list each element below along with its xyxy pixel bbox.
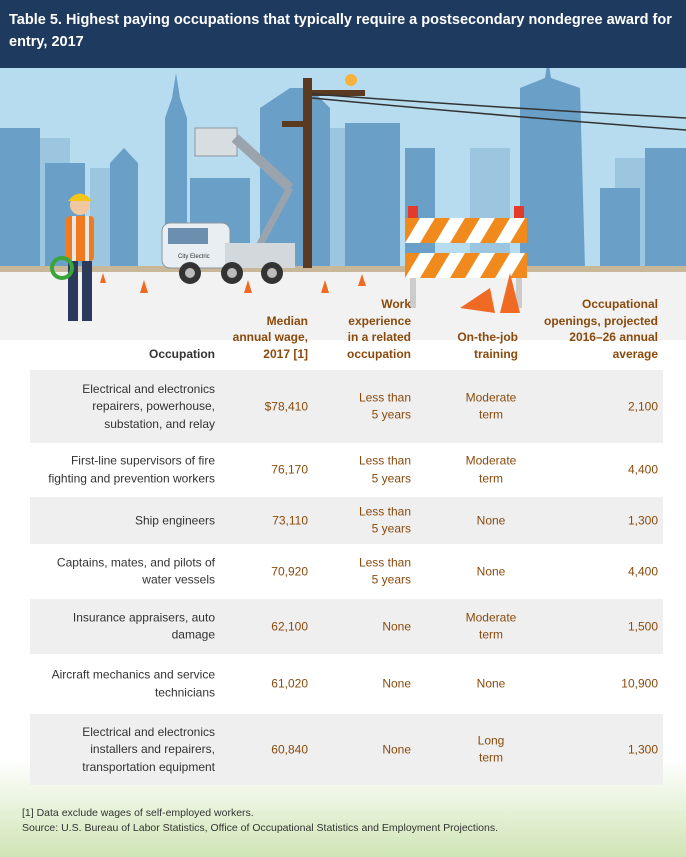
- cell-experience: Less than 5 years: [358, 555, 411, 587]
- cell-training: Moderate term: [465, 610, 517, 642]
- cell-wage: 62,100: [271, 618, 308, 633]
- column-header-experience: Work experience in a related occupation: [346, 297, 411, 361]
- source-note: Source: U.S. Bureau of Labor Statistics, Office of Occupational Statistics and Employment Projections.: [22, 822, 499, 834]
- column-header-openings: Occupational openings, projected 2016–26 annual average: [543, 297, 658, 361]
- cell-wage: 70,920: [271, 563, 308, 578]
- cell-wage: 60,840: [271, 741, 308, 756]
- column-header-occupation: Occupation: [148, 346, 215, 361]
- column-header-training: On-the-job training: [457, 330, 518, 361]
- cell-wage: 76,170: [271, 462, 308, 477]
- table-header: [30, 298, 663, 370]
- cell-occupation: Insurance appraisers, auto damage: [72, 610, 215, 642]
- cell-openings: 10,900: [621, 676, 658, 691]
- cell-openings: 1,300: [627, 512, 658, 527]
- table-title: Table 5. Highest paying occupations that typically require a postsecondary nondegree award for entry, 2017: [0, 0, 686, 68]
- table-row: [30, 370, 663, 443]
- footnote-wage: [1] Data exclude wages of self-employed workers.: [22, 807, 254, 819]
- cell-wage: 73,110: [272, 512, 308, 527]
- table-row: [30, 443, 663, 497]
- cell-training: None: [476, 676, 506, 691]
- cell-openings: 1,500: [627, 618, 658, 633]
- cell-occupation: Electrical and electronics repairers, powerhouse, substation, and relay: [82, 381, 215, 431]
- cell-experience: Less than 5 years: [358, 504, 411, 536]
- footnotes: [22, 806, 498, 836]
- column-header-wage: Median annual wage, 2017 [1]: [232, 313, 308, 361]
- table-row: [30, 654, 663, 714]
- table-row: [30, 497, 663, 544]
- cell-occupation: Captains, mates, and pilots of water vessels: [56, 555, 215, 587]
- cell-occupation: First-line supervisors of fire fighting and prevention workers: [48, 453, 215, 485]
- cell-training: None: [476, 563, 506, 578]
- cell-wage: $78,410: [264, 398, 308, 413]
- table-row: [30, 714, 663, 785]
- cell-wage: 61,020: [271, 676, 308, 691]
- svg-text:City Electric: City Electric: [178, 254, 210, 260]
- cell-openings: 4,400: [627, 563, 658, 578]
- cell-training: Moderate term: [465, 390, 517, 422]
- cell-training: None: [476, 512, 506, 527]
- cell-occupation: Aircraft mechanics and service technicians: [51, 667, 215, 699]
- cell-experience: Less than 5 years: [358, 390, 411, 422]
- cell-openings: 4,400: [627, 462, 658, 477]
- table-row: [30, 599, 663, 654]
- cell-occupation: Ship engineers: [134, 512, 215, 527]
- cell-experience: None: [382, 618, 411, 633]
- cell-openings: 2,100: [627, 398, 658, 413]
- cell-occupation: Electrical and electronics installers and repairers, transportation equipment: [82, 724, 215, 774]
- occupations-table: [30, 370, 663, 785]
- cell-experience: Less than 5 years: [358, 453, 411, 485]
- cell-experience: None: [382, 741, 411, 756]
- cell-openings: 1,300: [627, 741, 658, 756]
- table-row: [30, 544, 663, 599]
- cell-training: Long term: [477, 733, 505, 765]
- cell-training: Moderate term: [465, 453, 517, 485]
- cell-experience: None: [382, 676, 411, 691]
